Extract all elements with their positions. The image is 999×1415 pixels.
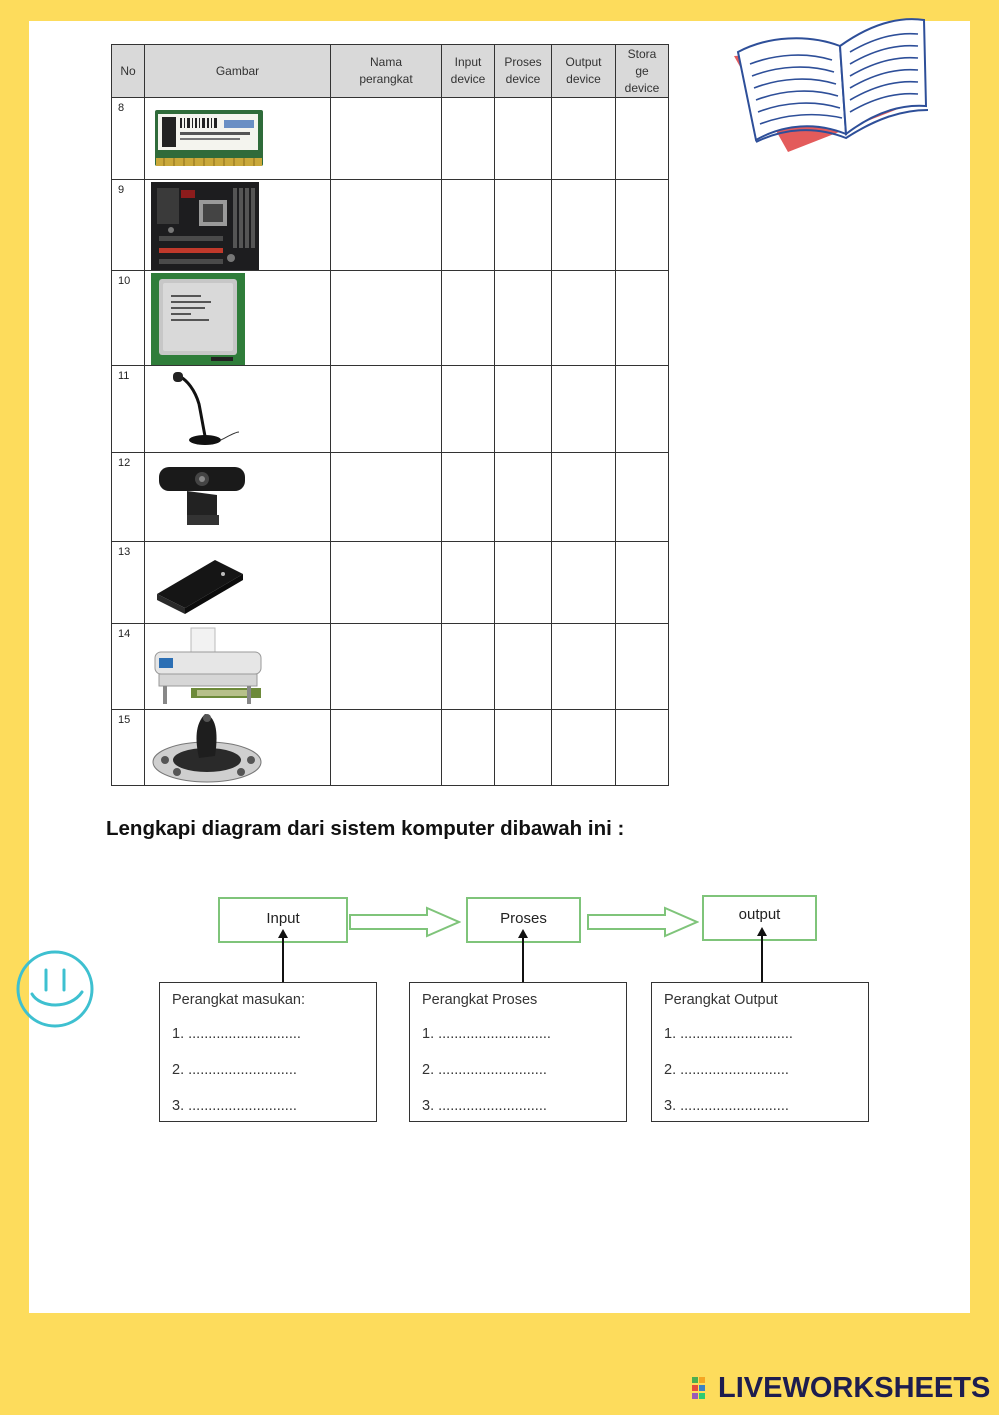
motherboard-picture: [151, 182, 259, 270]
table-row: [112, 710, 669, 786]
joystick-picture: [149, 710, 265, 784]
cpu-processor-image: [145, 271, 331, 366]
answer-cell-nama[interactable]: [331, 271, 442, 366]
arrow-up-icon: [757, 927, 767, 936]
flow-arrow-icon: [587, 906, 699, 938]
answer-cell-input[interactable]: [442, 624, 495, 710]
header-label: device: [505, 72, 541, 86]
header-storage-device: [616, 45, 669, 98]
answer-cell-storage[interactable]: [616, 710, 669, 786]
answer-cell-output[interactable]: [552, 624, 616, 710]
header-label: No: [120, 63, 136, 78]
answer-cell-proses[interactable]: [495, 98, 552, 180]
webcam-image: [145, 453, 331, 542]
process-device-list-box: [409, 982, 627, 1122]
answer-cell-input[interactable]: [442, 366, 495, 453]
answer-cell-proses[interactable]: [495, 542, 552, 624]
answer-cell-nama[interactable]: [331, 453, 442, 542]
plotter-picture: [151, 626, 265, 708]
answer-cell-proses[interactable]: [495, 180, 552, 271]
row-number: 9: [112, 180, 145, 271]
arrow-up-icon: [518, 929, 528, 938]
answer-cell-input[interactable]: [442, 180, 495, 271]
joystick-image: [145, 710, 331, 786]
answer-cell-storage[interactable]: [616, 98, 669, 180]
table-row: [112, 542, 669, 624]
row-number: 15: [112, 710, 145, 786]
hard-drive-picture: [153, 552, 247, 616]
header-label: Gambar: [215, 63, 260, 78]
answer-cell-proses[interactable]: [495, 271, 552, 366]
answer-cell-output[interactable]: [552, 180, 616, 271]
answer-cell-proses[interactable]: [495, 453, 552, 542]
answer-cell-proses[interactable]: [495, 710, 552, 786]
answer-cell-input[interactable]: [442, 542, 495, 624]
liveworksheets-logo-icon: [692, 1376, 714, 1402]
answer-cell-nama[interactable]: [331, 366, 442, 453]
answer-cell-output[interactable]: [552, 98, 616, 180]
header-label: ge: [635, 63, 649, 78]
device-table: [111, 44, 669, 786]
connector-line: [282, 934, 284, 982]
row-number: 13: [112, 542, 145, 624]
table-row: [112, 624, 669, 710]
answer-cell-input[interactable]: [442, 710, 495, 786]
input-device-list-box: [159, 982, 377, 1122]
answer-cell-input[interactable]: [442, 98, 495, 180]
answer-cell-storage[interactable]: [616, 271, 669, 366]
header-label: device: [566, 72, 601, 86]
table-row: [112, 271, 669, 366]
output-device-list-box: [651, 982, 869, 1122]
answer-line-1[interactable]: 1. ............................: [422, 1026, 551, 1042]
table-row: [112, 453, 669, 542]
answer-cell-output[interactable]: [552, 453, 616, 542]
diagram-instruction-heading: Lengkapi diagram dari sistem komputer dibawah ini :: [106, 817, 625, 840]
row-number: 11: [112, 366, 145, 453]
header-nama-perangkat: [331, 45, 442, 98]
header-label: Stora: [627, 46, 657, 61]
output-stage-box: output: [702, 895, 817, 941]
external-hard-drive-image: [145, 542, 331, 624]
input-stage-box: Input: [218, 897, 348, 943]
row-number: 14: [112, 624, 145, 710]
answer-cell-output[interactable]: [552, 271, 616, 366]
header-input-device: [442, 45, 495, 98]
answer-cell-output[interactable]: [552, 710, 616, 786]
answer-cell-nama[interactable]: [331, 180, 442, 271]
answer-cell-input[interactable]: [442, 271, 495, 366]
answer-cell-storage[interactable]: [616, 542, 669, 624]
header-label: device: [624, 80, 660, 95]
row-number: 10: [112, 271, 145, 366]
answer-cell-input[interactable]: [442, 453, 495, 542]
header-label: device: [450, 72, 486, 86]
open-book-icon: [728, 6, 932, 154]
microphone-image: [145, 366, 331, 453]
answer-cell-proses[interactable]: [495, 624, 552, 710]
arrow-up-icon: [278, 929, 288, 938]
box-title: Perangkat Output: [664, 992, 778, 1008]
header-gambar: [145, 45, 331, 98]
smiley-face-icon: [14, 948, 98, 1030]
connector-line: [522, 934, 524, 982]
answer-line-3[interactable]: 3. ...........................: [172, 1098, 297, 1114]
answer-cell-output[interactable]: [552, 542, 616, 624]
brand-name: LIVEWORKSHEETS: [718, 1372, 991, 1404]
flow-arrow-icon: [349, 906, 461, 938]
answer-cell-nama[interactable]: [331, 710, 442, 786]
table-row: [112, 98, 669, 180]
header-output-device: [552, 45, 616, 98]
connector-line: [761, 932, 763, 982]
answer-line-2[interactable]: 2. ...........................: [172, 1062, 297, 1078]
answer-cell-nama[interactable]: [331, 624, 442, 710]
answer-line-1[interactable]: 1. ............................: [664, 1026, 793, 1042]
proses-stage-box: Proses: [466, 897, 581, 943]
plotter-printer-image: [145, 624, 331, 710]
header-label: perangkat: [359, 72, 413, 86]
answer-cell-nama[interactable]: [331, 98, 442, 180]
answer-line-3[interactable]: 3. ...........................: [422, 1098, 547, 1114]
table-header-row: [112, 45, 669, 98]
answer-cell-storage[interactable]: [616, 453, 669, 542]
answer-cell-storage[interactable]: [616, 180, 669, 271]
table-row: [112, 366, 669, 453]
ram-module-image: [145, 98, 331, 180]
box-title: Perangkat masukan:: [172, 992, 305, 1008]
cpu-picture: [151, 273, 245, 365]
webcam-picture: [157, 465, 247, 531]
header-proses-device: [495, 45, 552, 98]
row-number: 12: [112, 453, 145, 542]
answer-cell-nama[interactable]: [331, 542, 442, 624]
answer-line-3[interactable]: 3. ...........................: [664, 1098, 789, 1114]
header-label: Input: [454, 55, 482, 69]
ram-module-picture: [154, 108, 264, 172]
header-label: Nama: [369, 55, 402, 69]
answer-line-1[interactable]: 1. ............................: [172, 1026, 301, 1042]
row-number: 8: [112, 98, 145, 180]
table-row: [112, 180, 669, 271]
answer-line-2[interactable]: 2. ...........................: [422, 1062, 547, 1078]
microphone-picture: [165, 370, 245, 450]
answer-line-2[interactable]: 2. ...........................: [664, 1062, 789, 1078]
header-no: [112, 45, 145, 98]
header-label: Output: [565, 55, 602, 69]
header-label: Proses: [504, 55, 542, 69]
answer-cell-storage[interactable]: [616, 366, 669, 453]
box-title: Perangkat Proses: [422, 992, 538, 1008]
liveworksheets-logo[interactable]: [692, 1372, 990, 1406]
answer-cell-output[interactable]: [552, 366, 616, 453]
answer-cell-storage[interactable]: [616, 624, 669, 710]
motherboard-image: [145, 180, 331, 271]
answer-cell-proses[interactable]: [495, 366, 552, 453]
